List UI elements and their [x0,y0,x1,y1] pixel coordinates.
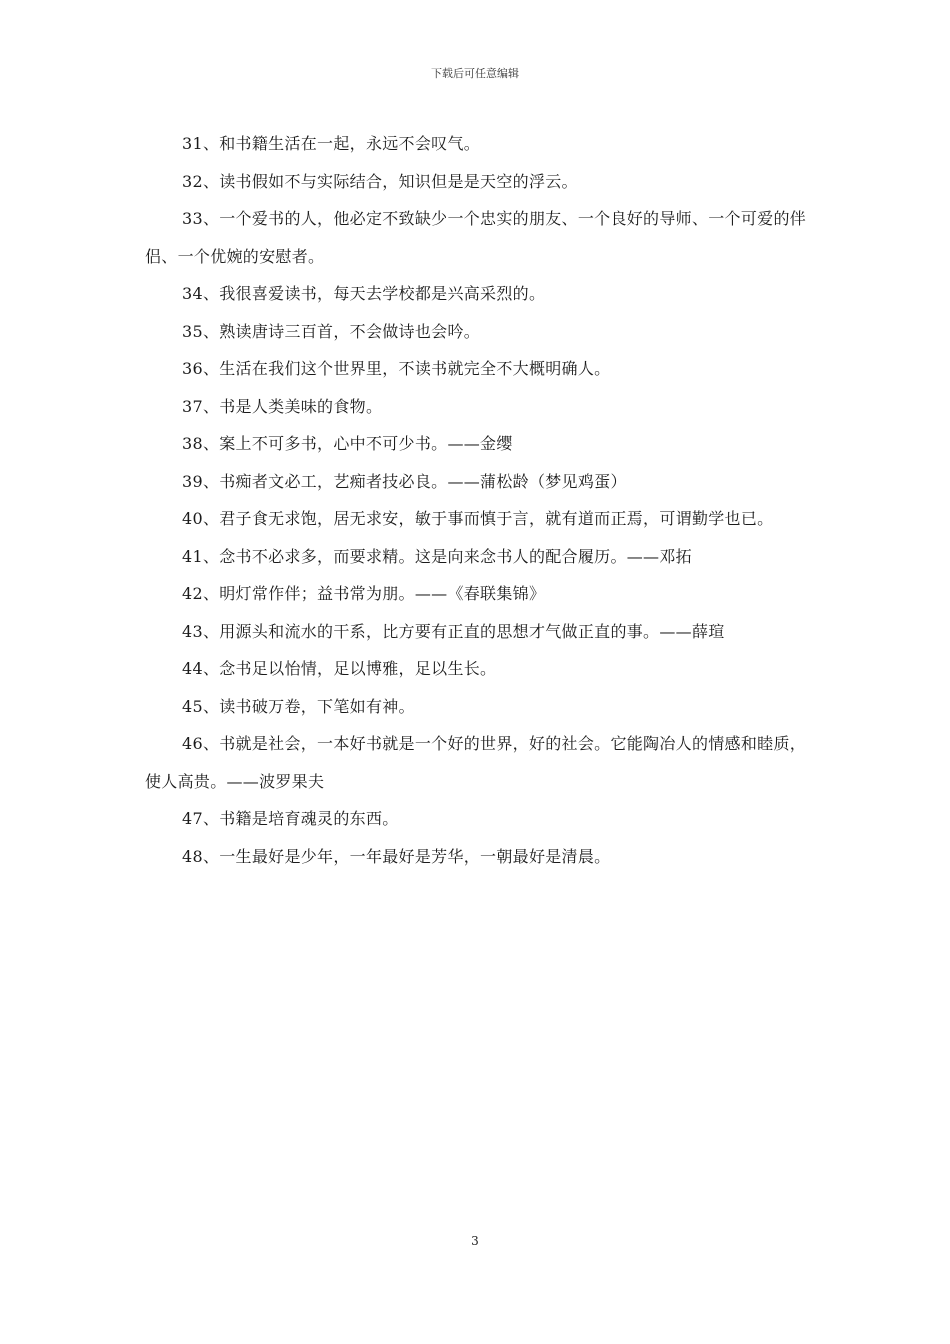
quote-list [145,125,810,875]
quote-paragraph: 47、书籍是培育魂灵的东西。 [182,809,399,828]
quote-paragraph: 37、书是人类美味的食物。 [182,396,383,416]
quote-paragraph: 34、我很喜爱读书，每天去学校都是兴高采烈的。 [182,284,546,303]
quote-paragraph: 33、一个爱书的人，他必定不致缺少一个忠实的朋友、一个良好的导师、一个可爱的伴侣、一个优婉的安慰者。 [145,209,807,266]
quote-paragraph: 45、读书破万卷，下笔如有神。 [182,696,415,716]
quote-paragraph: 42、明灯常作伴；益书常为朋。——《春联集锦》 [182,584,546,603]
quote-paragraph: 48、一生最好是少年，一年最好是芳华，一朝最好是清晨。 [182,846,611,866]
quote-paragraph: 44、念书足以怡情，足以博雅，足以生长。 [182,659,497,678]
quote-paragraph: 41、念书不必求多，而要求精。这是向来念书人的配合履历。——邓拓 [182,546,692,566]
page-header: 下载后可任意编辑 [431,67,519,80]
quote-paragraph: 43、用源头和流水的干系，比方要有正直的思想才气做正直的事。——薛瑄 [182,621,725,641]
quote-paragraph: 39、书痴者文必工，艺痴者技必良。——蒲松龄（梦见鸡蛋） [182,471,627,491]
quote-paragraph: 40、君子食无求饱，居无求安，敏于事而慎于言，就有道而正焉，可谓勤学也已。 [182,509,774,528]
quote-paragraph: 35、熟读唐诗三百首，不会做诗也会吟。 [182,321,481,341]
quote-paragraph: 38、案上不可多书，心中不可少书。——金缨 [182,434,513,453]
quote-paragraph: 46、书就是社会，一本好书就是一个好的世界，好的社会。它能陶冶人的情感和睦质，使人高贵。——波罗果夫 [145,734,807,791]
quote-paragraph: 32、读书假如不与实际结合，知识但是是天空的浮云。 [182,171,578,191]
quote-paragraph: 36、生活在我们这个世界里，不读书就完全不大概明确人。 [182,359,611,378]
page-number: 3 [471,1234,479,1248]
quote-paragraph: 31、和书籍生活在一起，永远不会叹气。 [182,134,481,153]
